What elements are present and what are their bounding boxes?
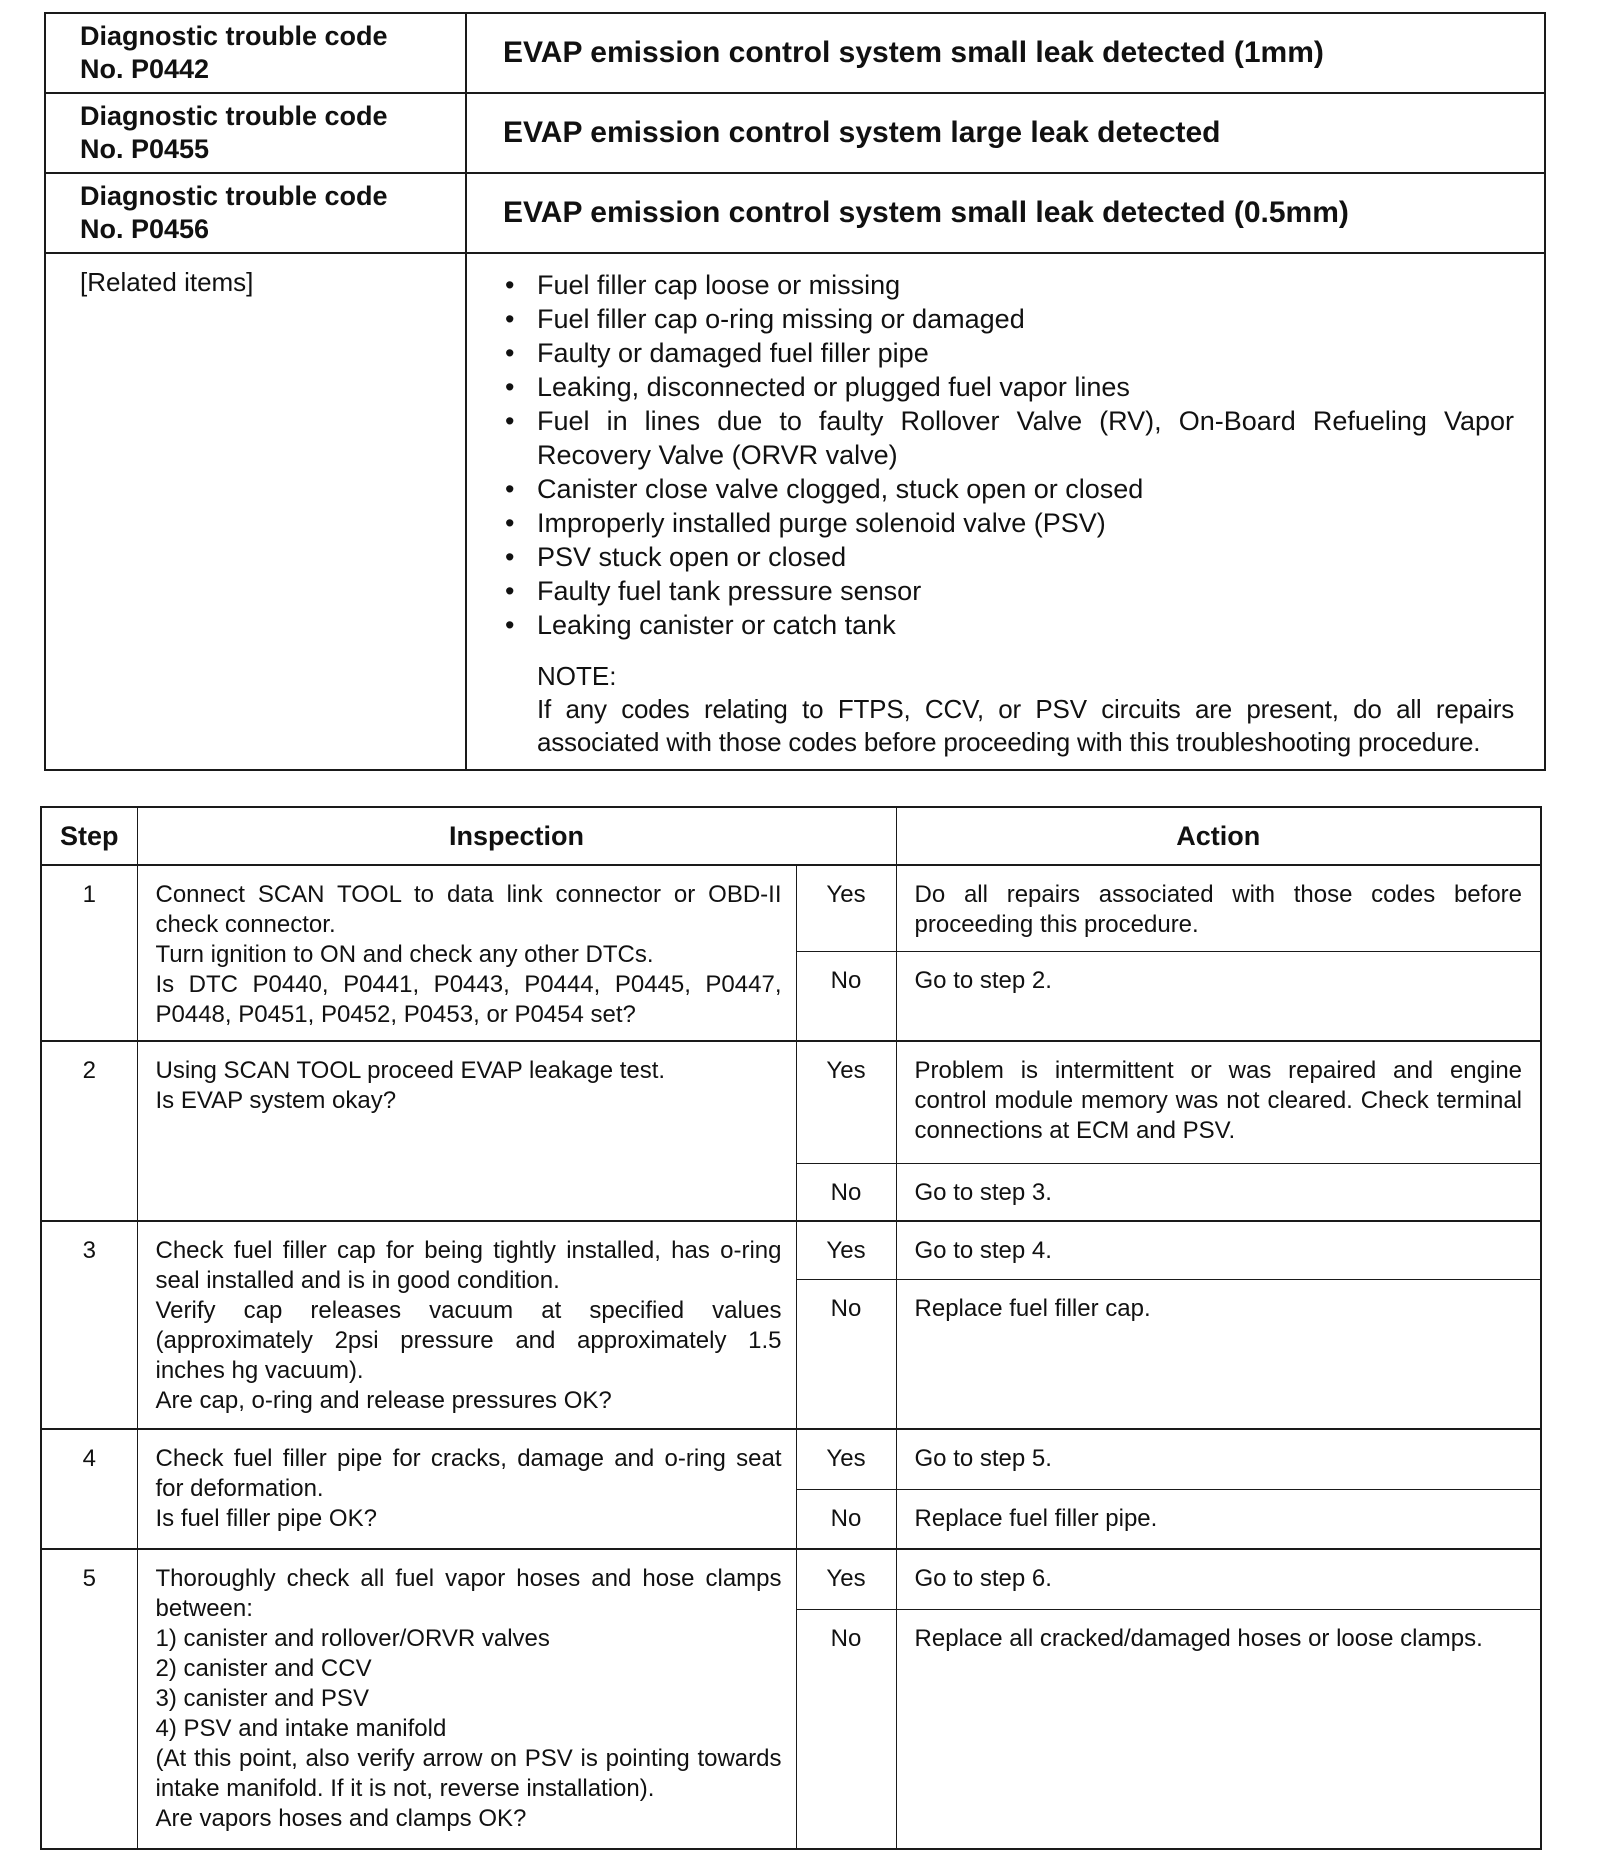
no-action: Go to step 3.: [896, 1163, 1541, 1221]
no-action: Replace fuel filler cap.: [896, 1279, 1541, 1429]
inspection-line: Is EVAP system okay?: [155, 1087, 397, 1114]
inspection-line: Connect SCAN TOOL to data link connector or OBD-II check connector.: [155, 881, 782, 938]
step-inspection: [137, 1041, 796, 1221]
troubleshooting-step-table: [40, 806, 1542, 1850]
dtc-description: EVAP emission control system large leak detected: [466, 93, 1545, 173]
yes-action: Do all repairs associated with those codes before proceeding this procedure.: [896, 865, 1541, 952]
inspection-line: 2) canister and CCV: [155, 1655, 372, 1682]
inspection-line: Are vapors hoses and clamps OK?: [155, 1805, 527, 1832]
list-item: • Fuel filler cap loose or missing: [503, 268, 1514, 302]
related-items-list: [503, 268, 1514, 642]
inspection-line: Using SCAN TOOL proceed EVAP leakage test.: [155, 1057, 666, 1084]
list-item: • Leaking, disconnected or plugged fuel vapor lines: [503, 370, 1514, 404]
step-group-1: [41, 865, 1541, 1041]
related-items-row: [45, 253, 1545, 770]
dtc-label-line1: Diagnostic trouble code: [80, 181, 388, 211]
inspection-line: Thoroughly check all fuel vapor hoses and hose clamps between:: [155, 1565, 782, 1622]
dtc-code-number: No. P0456: [80, 214, 210, 244]
yes-label: Yes: [796, 865, 896, 952]
dtc-label-line1: Diagnostic trouble code: [80, 21, 388, 51]
list-item: • Faulty fuel tank pressure sensor: [503, 574, 1514, 608]
list-item: • PSV stuck open or closed: [503, 540, 1514, 574]
step-number: 5: [41, 1549, 137, 1849]
step-group-5: [41, 1549, 1541, 1849]
inspection-line: Is DTC P0440, P0441, P0443, P0444, P0445, P0447, P0448, P0451, P0452, P0453, or P0454 set?: [155, 971, 782, 1028]
yes-action: Problem is intermittent or was repaired and engine control module memory was not cleared. Check terminal connections at ECM and PSV.: [896, 1041, 1541, 1163]
inspection-line: (At this point, also verify arrow on PSV is pointing towards intake manifold. If it is not, reverse installation).: [155, 1745, 782, 1802]
yes-action: Go to step 5.: [896, 1429, 1541, 1489]
step-inspection: [137, 1221, 796, 1429]
dtc-label-line1: Diagnostic trouble code: [80, 101, 388, 131]
list-item: • Canister close valve clogged, stuck open or closed: [503, 472, 1514, 506]
inspection-line: Is fuel filler pipe OK?: [155, 1505, 377, 1532]
yes-label: Yes: [796, 1041, 896, 1163]
yes-label: Yes: [796, 1549, 896, 1609]
yes-action: Go to step 6.: [896, 1549, 1541, 1609]
step-inspection: [137, 1429, 796, 1549]
dtc-description: EVAP emission control system small leak detected (0.5mm): [466, 173, 1545, 253]
dtc-code-number: No. P0442: [80, 54, 210, 84]
dtc-label: [45, 13, 466, 93]
header-row: [41, 807, 1541, 865]
step-group-3: [41, 1221, 1541, 1429]
dtc-label: [45, 93, 466, 173]
no-action: Go to step 2.: [896, 952, 1541, 1041]
inspection-line: 1) canister and rollover/ORVR valves: [155, 1625, 550, 1652]
no-action: Replace fuel filler pipe.: [896, 1489, 1541, 1549]
header-action: Action: [896, 807, 1541, 865]
no-label: No: [796, 952, 896, 1041]
inspection-line: Turn ignition to ON and check any other DTCs.: [155, 941, 654, 968]
step-inspection: [137, 865, 796, 1041]
dtc-row: [45, 93, 1545, 173]
inspection-line: Verify cap releases vacuum at specified values (approximately 2psi pressure and approximately 1.5 inches hg vacuum).: [155, 1297, 782, 1384]
step-group-4: [41, 1429, 1541, 1549]
no-label: No: [796, 1609, 896, 1849]
list-item: • Faulty or damaged fuel filler pipe: [503, 336, 1514, 370]
step-number: 3: [41, 1221, 137, 1429]
inspection-line: Check fuel filler pipe for cracks, damage and o-ring seat for deformation.: [155, 1445, 782, 1502]
dtc-row: [45, 173, 1545, 253]
inspection-line: Are cap, o-ring and release pressures OK?: [155, 1387, 612, 1414]
note-title: NOTE:: [537, 661, 617, 691]
related-items-label: [Related items]: [45, 253, 466, 770]
yes-label: Yes: [796, 1221, 896, 1279]
table-row: [41, 1429, 1541, 1489]
note-block: [503, 660, 1514, 759]
yes-label: Yes: [796, 1429, 896, 1489]
step-number: 1: [41, 865, 137, 1041]
header-inspection: Inspection: [137, 807, 896, 865]
list-item: • Fuel in lines due to faulty Rollover Valve (RV), On-Board Refueling Vapor Recovery Valve (ORVR valve): [503, 404, 1514, 472]
no-label: No: [796, 1279, 896, 1429]
table-row: [41, 865, 1541, 952]
list-item: • Fuel filler cap o-ring missing or damaged: [503, 302, 1514, 336]
step-inspection: [137, 1549, 796, 1849]
no-label: No: [796, 1163, 896, 1221]
step-number: 4: [41, 1429, 137, 1549]
table-row: [41, 1041, 1541, 1163]
inspection-line: Check fuel filler cap for being tightly installed, has o-ring seal installed and is in good condition.: [155, 1237, 782, 1294]
table-row: [41, 1221, 1541, 1279]
dtc-code-number: No. P0455: [80, 134, 210, 164]
list-item: • Improperly installed purge solenoid valve (PSV): [503, 506, 1514, 540]
dtc-table: [44, 12, 1546, 771]
dtc-description: EVAP emission control system small leak detected (1mm): [466, 13, 1545, 93]
dtc-label: [45, 173, 466, 253]
related-items-cell: [466, 253, 1545, 770]
yes-action: Go to step 4.: [896, 1221, 1541, 1279]
note-text: If any codes relating to FTPS, CCV, or PSV circuits are present, do all repairs associated with those codes before proceeding with this troubleshooting procedure.: [537, 694, 1514, 757]
step-group-2: [41, 1041, 1541, 1221]
table-row: [41, 1549, 1541, 1609]
list-item: • Leaking canister or catch tank: [503, 608, 1514, 642]
inspection-line: 4) PSV and intake manifold: [155, 1715, 447, 1742]
no-action: Replace all cracked/damaged hoses or loose clamps.: [896, 1609, 1541, 1849]
no-label: No: [796, 1489, 896, 1549]
dtc-row: [45, 13, 1545, 93]
header-step: Step: [41, 807, 137, 865]
inspection-line: 3) canister and PSV: [155, 1685, 369, 1712]
step-number: 2: [41, 1041, 137, 1221]
